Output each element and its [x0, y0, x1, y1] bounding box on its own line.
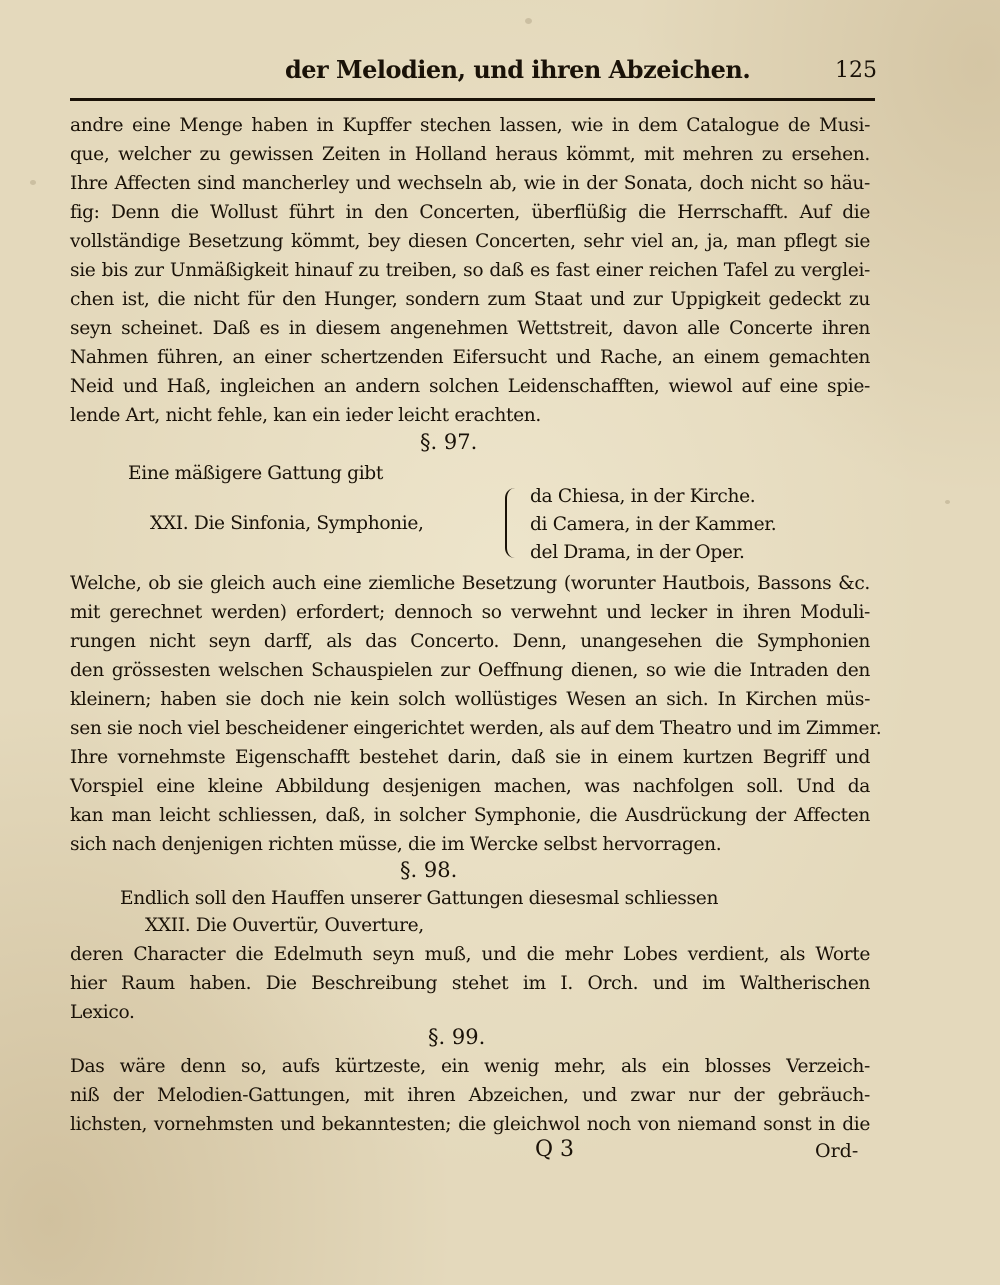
- running-head: der Melodien, und ihren Abzeichen.: [285, 55, 751, 84]
- section-intro: Eine mäßigere Gattung gibt: [128, 463, 383, 484]
- text-line: den grössesten welschen Schauspielen zur Oeffnung dienen, so wie die Intraden den: [70, 660, 870, 681]
- text-line: Ihre Affecten sind mancherley und wechseln ab, wie in der Sonata, doch nicht so häu-: [70, 173, 870, 194]
- text-line: Ihre vornehmste Eigenschafft bestehet darin, daß sie in einem kurtzen Begriff und: [70, 747, 870, 768]
- text-line: que, welcher zu gewissen Zeiten in Holland heraus kömmt, mit mehren zu ersehen.: [70, 144, 870, 165]
- text-line: fig: Denn die Wollust führt in den Concerten, überflüßig die Herrschafft. Auf die: [70, 202, 870, 223]
- text-line: Vorspiel eine kleine Abbildung desjenigen machen, was nachfolgen soll. Und da: [70, 776, 870, 797]
- genre-option: da Chiesa, in der Kirche.: [530, 486, 756, 507]
- genre-option: del Drama, in der Oper.: [530, 542, 745, 563]
- text-line: sen sie noch viel bescheidener eingerichtet werden, als auf dem Theatro und im Zimmer.: [70, 718, 882, 739]
- ink-speck: [945, 500, 950, 504]
- text-line: lichsten, vornehmsten und bekanntesten; die gleichwol noch von niemand sonst in die: [70, 1114, 870, 1135]
- text-line: vollständige Besetzung kömmt, bey diesen Concerten, sehr viel an, ja, man pflegt sie: [70, 231, 870, 252]
- section-heading: §. 99.: [428, 1025, 486, 1049]
- genre-item-label: XXII. Die Ouvertür, Ouverture,: [145, 915, 424, 936]
- text-line: Welche, ob sie gleich auch eine ziemliche Besetzung (worunter Hautbois, Bassons &c.: [70, 573, 870, 594]
- text-line: Das wäre denn so, aufs kürtzeste, ein wenig mehr, als ein blosses Verzeich-: [70, 1056, 870, 1077]
- page-number: 125: [835, 58, 877, 83]
- text-line: kleinern; haben sie doch nie kein solch wollüstiges Wesen an sich. In Kirchen müs-: [70, 689, 870, 710]
- ink-speck: [30, 180, 36, 185]
- genre-option: di Camera, in der Kammer.: [530, 514, 777, 535]
- text-line: Nahmen führen, an einer schertzenden Eifersucht und Rache, an einem gemachten: [70, 347, 870, 368]
- text-line: chen ist, die nicht für den Hunger, sondern zum Staat und zur Uppigkeit gedeckt zu: [70, 289, 870, 310]
- section-heading: §. 98.: [400, 858, 458, 882]
- text-line: seyn scheinet. Daß es in diesem angenehmen Wettstreit, davon alle Concerte ihren: [70, 318, 870, 339]
- text-line: rungen nicht seyn darff, als das Concerto. Denn, unangesehen die Symphonien: [70, 631, 870, 652]
- section-heading: §. 97.: [420, 430, 478, 454]
- text-line: sich nach denjenigen richten müsse, die im Wercke selbst hervorragen.: [70, 834, 722, 855]
- text-line: hier Raum haben. Die Beschreibung stehet im I. Orch. und im Waltherischen: [70, 973, 870, 994]
- text-line: Neid und Haß, ingleichen an andern solchen Leidenschafften, wiewol auf eine spie-: [70, 376, 870, 397]
- catchword: Ord-: [815, 1140, 859, 1162]
- text-line: deren Character die Edelmuth seyn muß, und die mehr Lobes verdient, als Worte: [70, 944, 870, 965]
- text-line: lende Art, nicht fehle, kan ein ieder leicht erachten.: [70, 405, 541, 426]
- text-line: niß der Melodien-Gattungen, mit ihren Abzeichen, und zwar nur der gebräuch-: [70, 1085, 870, 1106]
- ink-speck: [525, 18, 532, 24]
- text-line: sie bis zur Unmäßigkeit hinauf zu treiben, so daß es fast einer reichen Tafel zu verglei-: [70, 260, 870, 281]
- curly-brace: [505, 488, 521, 558]
- text-line: mit gerechnet werden) erfordert; dennoch so verwehnt und lecker in ihren Moduli-: [70, 602, 870, 623]
- text-line: andre eine Menge haben in Kupffer stechen lassen, wie in dem Catalogue de Musi-: [70, 115, 870, 136]
- genre-item-label: XXI. Die Sinfonia, Symphonie,: [150, 513, 424, 534]
- text-line: Lexico.: [70, 1002, 135, 1023]
- header-rule: [70, 98, 875, 101]
- signature-mark: Q 3: [535, 1137, 575, 1162]
- text-line: kan man leicht schliessen, daß, in solcher Symphonie, die Ausdrückung der Affecten: [70, 805, 870, 826]
- section-intro: Endlich soll den Hauffen unserer Gattungen diesesmal schliessen: [120, 888, 719, 909]
